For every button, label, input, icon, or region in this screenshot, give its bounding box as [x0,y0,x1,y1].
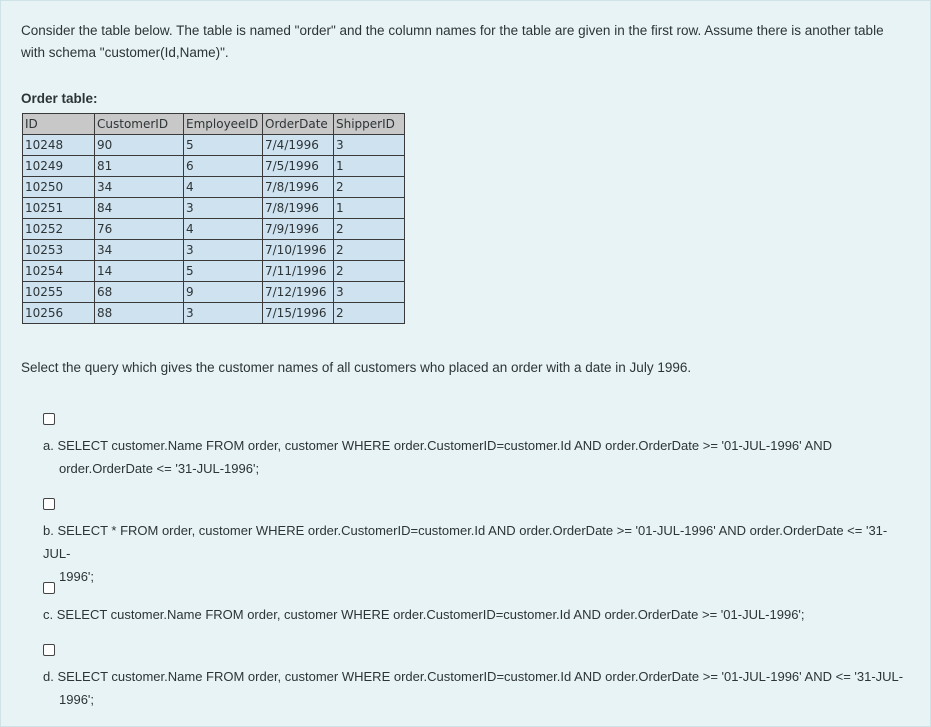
cell-customer-id: 34 [95,177,184,198]
order-table [22,113,405,324]
cell-customer-id: 90 [95,135,184,156]
header-employee-id: EmployeeID [184,114,263,135]
option-d-line-2: 1996'; [59,692,95,707]
cell-order-date: 7/12/1996 [263,282,334,303]
option-c-line-1: c. SELECT customer.Name FROM order, customer WHERE order.CustomerID=customer.Id AND order.OrderDate >= '01-JUL-1996'; [43,607,805,622]
option-b-checkbox[interactable] [43,498,55,510]
cell-shipper-id: 2 [334,219,405,240]
cell-id: 10252 [23,219,95,240]
option-b[interactable] [43,498,913,588]
cell-shipper-id: 2 [334,303,405,324]
option-a-label[interactable] [43,434,913,480]
cell-id: 10253 [23,240,95,261]
cell-id: 10250 [23,177,95,198]
cell-id: 10249 [23,156,95,177]
cell-shipper-id: 1 [334,198,405,219]
table-caption: Order table: [21,91,98,106]
table-row [23,156,405,177]
intro-line-2: with schema "customer(Id,Name)". [21,45,229,60]
question-prompt: Select the query which gives the customer names of all customers who placed an order with a date in July 1996. [21,360,692,375]
cell-customer-id: 34 [95,240,184,261]
cell-order-date: 7/10/1996 [263,240,334,261]
option-a-line-2: order.OrderDate <= '31-JUL-1996'; [59,461,260,476]
cell-employee-id: 9 [184,282,263,303]
option-d-checkbox[interactable] [43,644,55,656]
table-row [23,303,405,324]
cell-employee-id: 6 [184,156,263,177]
cell-order-date: 7/15/1996 [263,303,334,324]
option-a[interactable] [43,413,913,480]
intro-line-1: Consider the table below. The table is named "order" and the column names for the table are given in the first row. Assume there is another table [21,23,884,38]
cell-employee-id: 5 [184,261,263,282]
cell-employee-id: 4 [184,219,263,240]
cell-customer-id: 81 [95,156,184,177]
table-row [23,177,405,198]
table-row [23,219,405,240]
cell-customer-id: 76 [95,219,184,240]
cell-shipper-id: 1 [334,156,405,177]
table-row [23,282,405,303]
cell-order-date: 7/11/1996 [263,261,334,282]
cell-order-date: 7/4/1996 [263,135,334,156]
cell-id: 10256 [23,303,95,324]
cell-id: 10248 [23,135,95,156]
option-d[interactable] [43,644,913,711]
cell-employee-id: 3 [184,303,263,324]
cell-shipper-id: 2 [334,177,405,198]
header-order-date: OrderDate [263,114,334,135]
cell-shipper-id: 2 [334,240,405,261]
table-row [23,261,405,282]
cell-id: 10254 [23,261,95,282]
table-row [23,198,405,219]
option-a-checkbox[interactable] [43,413,55,425]
cell-customer-id: 68 [95,282,184,303]
option-b-line-1: b. SELECT * FROM order, customer WHERE order.CustomerID=customer.Id AND order.OrderDate >= '01-JUL-1996' AND order.OrderDate <= '31-JUL- [43,523,888,561]
cell-employee-id: 4 [184,177,263,198]
option-d-line-1: d. SELECT customer.Name FROM order, customer WHERE order.CustomerID=customer.Id AND order.OrderDate >= '01-JUL-1996' AND <= '31-JUL- [43,669,904,684]
cell-order-date: 7/8/1996 [263,198,334,219]
cell-shipper-id: 2 [334,261,405,282]
cell-id: 10251 [23,198,95,219]
table-row [23,240,405,261]
option-c-label[interactable] [43,603,913,626]
table-header-row [23,114,405,135]
cell-customer-id: 84 [95,198,184,219]
header-customer-id: CustomerID [95,114,184,135]
option-c-checkbox[interactable] [43,582,55,594]
cell-customer-id: 14 [95,261,184,282]
cell-order-date: 7/9/1996 [263,219,334,240]
option-a-line-1: a. SELECT customer.Name FROM order, customer WHERE order.CustomerID=customer.Id AND order.OrderDate >= '01-JUL-1996' AND [43,438,832,453]
table-row [23,135,405,156]
option-c[interactable] [43,582,913,626]
cell-shipper-id: 3 [334,282,405,303]
option-d-label[interactable] [43,665,913,711]
cell-order-date: 7/8/1996 [263,177,334,198]
cell-id: 10255 [23,282,95,303]
cell-employee-id: 3 [184,240,263,261]
cell-shipper-id: 3 [334,135,405,156]
question-intro [21,20,901,64]
header-shipper-id: ShipperID [334,114,405,135]
cell-customer-id: 88 [95,303,184,324]
cell-order-date: 7/5/1996 [263,156,334,177]
cell-employee-id: 5 [184,135,263,156]
header-id: ID [23,114,95,135]
cell-employee-id: 3 [184,198,263,219]
option-b-line-2: 1996'; [59,569,95,584]
option-b-label[interactable] [43,519,913,588]
